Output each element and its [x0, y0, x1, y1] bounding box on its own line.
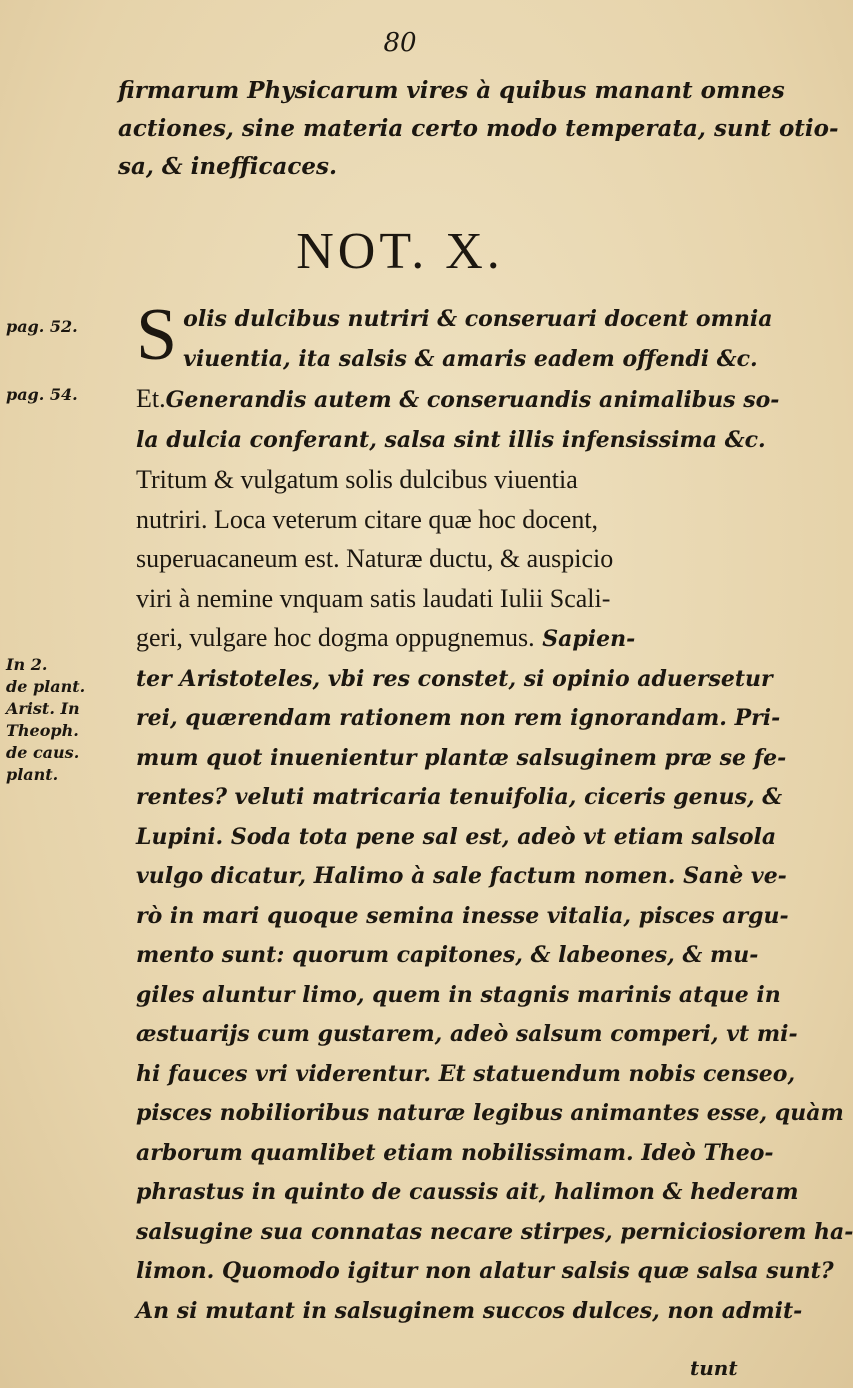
top-paragraph	[118, 72, 839, 186]
body-line: hi fauces vri viderentur. Et statuendum nobis censeo,	[136, 1060, 796, 1087]
body-line: phrastus in quinto de caussis ait, halimon & hederam	[136, 1179, 799, 1205]
body-line: salsugine sua connatas necare stirpes, perniciosiorem ha-	[136, 1218, 853, 1245]
top-line: sa, & inefficaces.	[118, 153, 337, 180]
body-line	[136, 379, 780, 421]
margin-note-line: de caus.	[6, 743, 80, 762]
body-line: olis dulcibus nutriri & conseruari docent omnia	[183, 306, 773, 332]
body-line: giles aluntur limo, quem in stagnis marinis atque in	[136, 981, 781, 1008]
body-line: rò in mari quoque semina inesse vitalia, pisces argu-	[136, 902, 789, 929]
body-line: nutriri. Loca veterum citare quæ hoc docent,	[136, 504, 599, 534]
section-heading: NOT. X.	[296, 223, 504, 280]
catchword: tunt	[690, 1356, 738, 1380]
margin-note-line: In 2.	[6, 655, 48, 674]
body-line: rentes? veluti matricaria tenuifolia, ciceris genus, &	[136, 784, 783, 810]
body-line-roman: Et.	[136, 384, 166, 413]
margin-note-line: plant.	[6, 765, 59, 784]
margin-note-page-ref: pag. 52.	[6, 317, 78, 336]
body-line: mento sunt: quorum capitones, & labeones, & mu-	[136, 942, 759, 968]
margin-note-source-ref	[6, 654, 126, 786]
body-line	[136, 618, 776, 660]
body-line: arborum quamlibet etiam nobilissimam. Ideò Theo-	[136, 1139, 774, 1166]
body-line: rei, quærendam rationem non rem ignorandam. Pri-	[136, 705, 781, 731]
drop-cap: S	[136, 294, 178, 376]
body-line: la dulcia conferant, salsa sint illis infensissima &c.	[136, 426, 766, 453]
body-line: Lupini. Soda tota pene sal est, adeò vt etiam salsola	[136, 823, 777, 850]
body-line: æstuarijs cum gustarem, adeò salsum comperi, vt mi-	[136, 1021, 798, 1047]
top-line: actiones, sine materia certo modo temperata, sunt otio-	[118, 115, 839, 142]
margin-note-line: de plant.	[6, 677, 86, 696]
body-line: viri à nemine vnquam satis laudati Iulii Scali-	[136, 583, 611, 613]
body-line: An si mutant in salsuginem succos dulces, non admit-	[136, 1297, 803, 1324]
body-line: ter Aristoteles, vbi res constet, si opinio aduersetur	[136, 665, 773, 692]
body-line: viuentia, ita salsis & amaris eadem offendi &c.	[183, 345, 758, 372]
margin-note-line: Theoph.	[6, 721, 79, 740]
top-line: firmarum Physicarum vires à quibus manant omnes	[118, 77, 785, 104]
body-line: mum quot inuenientur plantæ salsuginem præ se fe-	[136, 744, 787, 771]
body-text	[136, 294, 853, 1331]
body-line-italic: Generandis autem & conseruandis animalibus so-	[165, 387, 780, 413]
margin-note-line: Arist. In	[6, 699, 80, 718]
body-line-roman: geri, vulgare hoc dogma oppugnemus.	[136, 623, 535, 652]
body-line: vulgo dicatur, Halimo à sale factum nomen. Sanè ve-	[136, 863, 787, 889]
page-number: 80	[383, 28, 417, 58]
margin-note-page-ref: pag. 54.	[6, 385, 78, 404]
body-line: superuacaneum est. Naturæ ductu, & auspicio	[136, 544, 614, 573]
body-line-italic: Sapien-	[534, 626, 636, 652]
body-line: limon. Quomodo igitur non alatur salsis quæ salsa sunt?	[136, 1258, 834, 1284]
body-line: pisces nobilioribus naturæ legibus animantes esse, quàm	[136, 1100, 844, 1126]
body-line: Tritum & vulgatum solis dulcibus viuentia	[136, 465, 578, 494]
